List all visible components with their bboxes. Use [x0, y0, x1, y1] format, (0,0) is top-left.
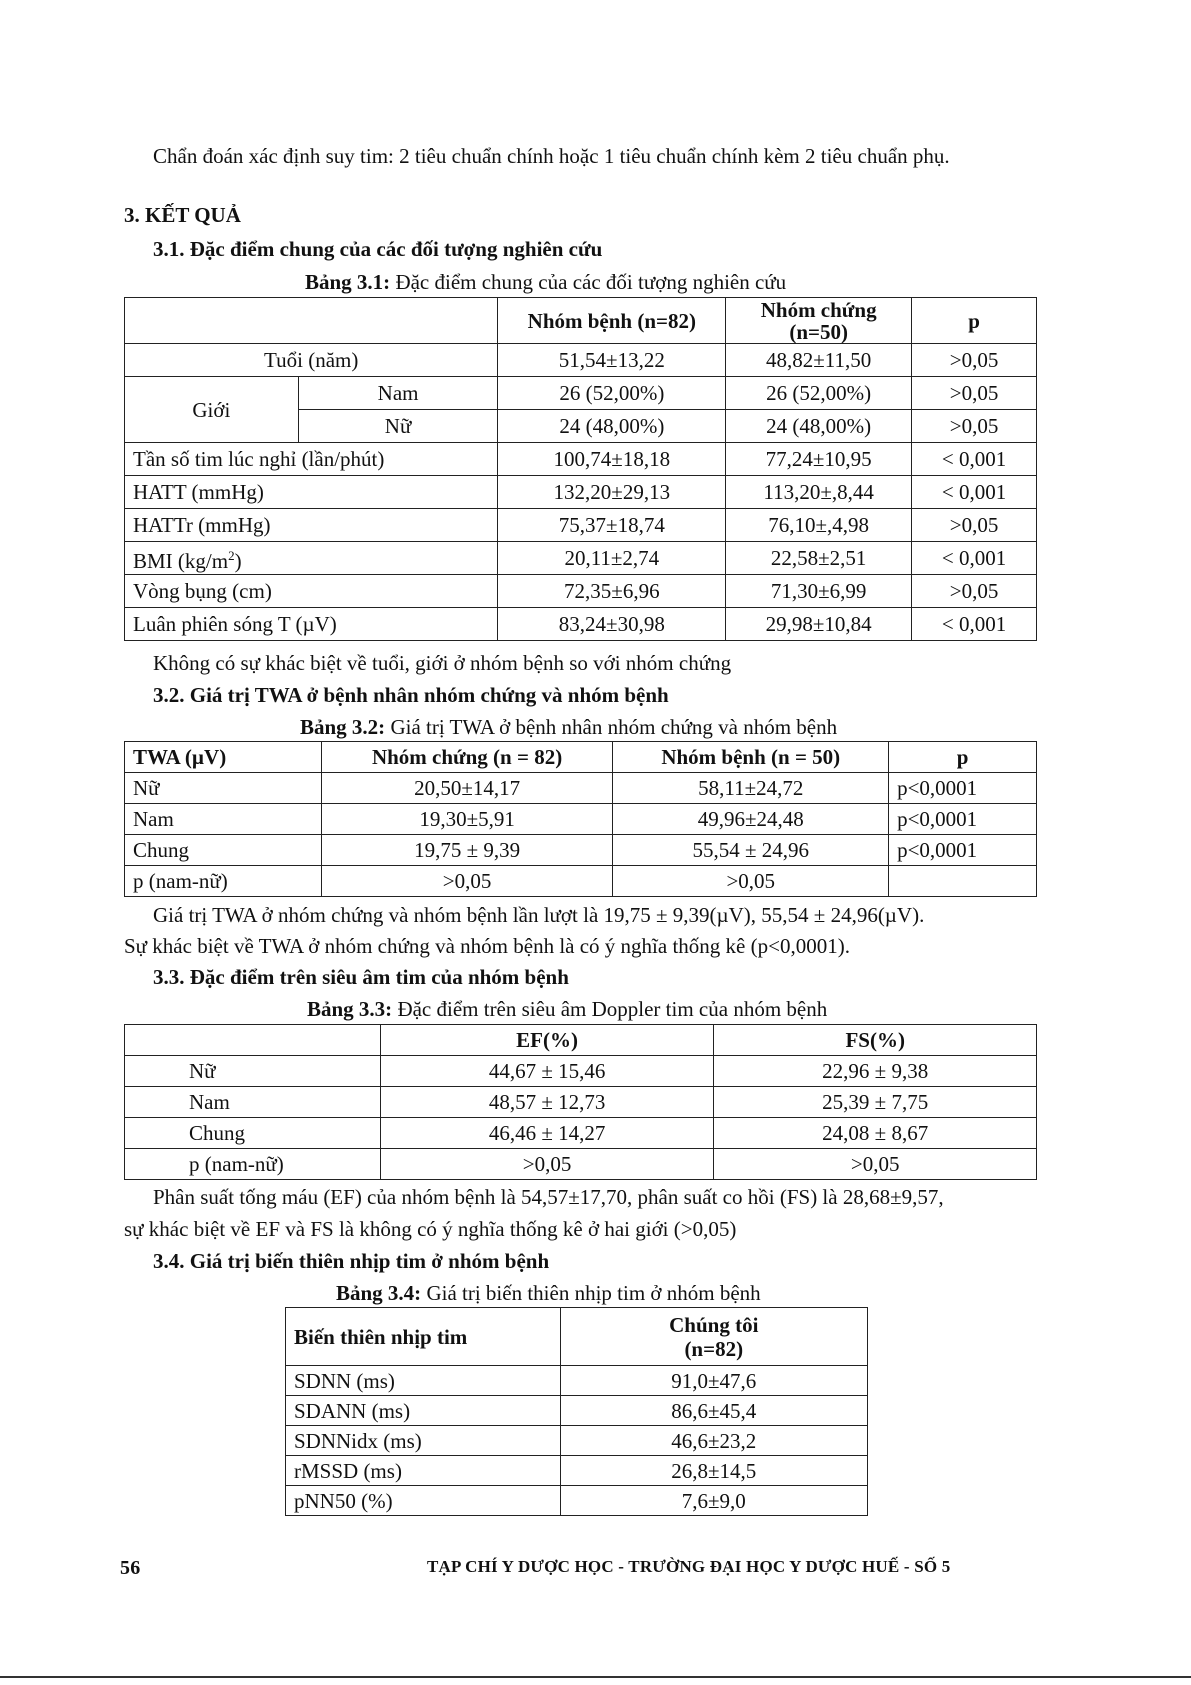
- header-cell: EF(%): [380, 1025, 714, 1056]
- table-row: [125, 835, 1037, 866]
- table-3-2: [124, 741, 1037, 897]
- table-cell: 100,74±18,18: [498, 443, 726, 476]
- table-cell: [889, 866, 1037, 897]
- table-row: [125, 344, 1037, 377]
- table-row: [125, 476, 1037, 509]
- journal-title: TẠP CHÍ Y DƯỢC HỌC - TRƯỜNG ĐẠI HỌC Y DƯỢC HUẾ - SỐ 5: [427, 1557, 951, 1576]
- table-cell: 48,57 ± 12,73: [380, 1087, 714, 1118]
- row-label: rMSSD (ms): [286, 1456, 561, 1486]
- row-label: Luân phiên sóng T (µV): [125, 608, 498, 641]
- row-label: SDANN (ms): [286, 1396, 561, 1426]
- table-cell: 24 (48,00%): [726, 410, 912, 443]
- row-label: pNN50 (%): [286, 1486, 561, 1516]
- table-cell: 22,96 ± 9,38: [714, 1056, 1037, 1087]
- table-cell: 24 (48,00%): [498, 410, 726, 443]
- table-row: [286, 1396, 868, 1426]
- table-cell: < 0,001: [912, 443, 1037, 476]
- row-label: SDNNidx (ms): [286, 1426, 561, 1456]
- table-cell: >0,05: [912, 410, 1037, 443]
- table-cell: 46,46 ± 14,27: [380, 1118, 714, 1149]
- bmi-label-close: ): [234, 548, 242, 573]
- row-label: Tuổi (năm): [125, 344, 498, 377]
- table-cell: 25,39 ± 7,75: [714, 1087, 1037, 1118]
- subsection-heading-3-4: 3.4. Giá trị biến thiên nhịp tim ở nhóm bệnh: [153, 1249, 550, 1273]
- table-cell: >0,05: [714, 1149, 1037, 1180]
- table-cell: 26,8±14,5: [560, 1456, 867, 1486]
- table-cell: < 0,001: [912, 476, 1037, 509]
- header-cell: FS(%): [714, 1025, 1037, 1056]
- table-cell: 19,30±5,91: [321, 804, 613, 835]
- header-line: (n=82): [684, 1336, 744, 1361]
- table-cell: 20,50±14,17: [321, 773, 613, 804]
- subsection-heading-3-3: 3.3. Đặc điểm trên siêu âm tim của nhóm bệnh: [153, 965, 569, 989]
- row-label: Chung: [125, 835, 322, 866]
- table-header-row: [125, 298, 1037, 344]
- row-label: p (nam-nữ): [125, 1149, 381, 1180]
- row-label: HATT (mmHg): [125, 476, 498, 509]
- row-label: Giới: [125, 377, 299, 443]
- header-cell: [560, 1308, 867, 1366]
- table-cell: >0,05: [321, 866, 613, 897]
- paragraph-twa-values: Giá trị TWA ở nhóm chứng và nhóm bệnh lần lượt là 19,75 ± 9,39(µV), 55,54 ± 24,96(µV).: [153, 903, 925, 927]
- page-bottom-rule: [0, 1676, 1191, 1678]
- header-cell-p: p: [912, 298, 1037, 344]
- table-cell: >0,05: [912, 377, 1037, 410]
- header-cell: Nhóm chứng (n = 82): [321, 742, 613, 773]
- table-cell: 7,6±9,0: [560, 1486, 867, 1516]
- table-row: [125, 866, 1037, 897]
- table-row: [125, 1056, 1037, 1087]
- caption-label: Bảng 3.2:: [300, 715, 386, 739]
- row-label: Nữ: [125, 773, 322, 804]
- row-label: Nam: [125, 1087, 381, 1118]
- row-label: SDNN (ms): [286, 1366, 561, 1396]
- table-cell: 75,37±18,74: [498, 509, 726, 542]
- table-cell: 29,98±10,84: [726, 608, 912, 641]
- row-label: Nam: [125, 804, 322, 835]
- table-row: [125, 542, 1037, 575]
- table-cell: 76,10±,4,98: [726, 509, 912, 542]
- table-cell: >0,05: [912, 509, 1037, 542]
- table-cell: 72,35±6,96: [498, 575, 726, 608]
- table-cell: 49,96±24,48: [613, 804, 889, 835]
- table-cell: 24,08 ± 8,67: [714, 1118, 1037, 1149]
- table-cell: 44,67 ± 15,46: [380, 1056, 714, 1087]
- table-cell: 48,82±11,50: [726, 344, 912, 377]
- header-cell: Biến thiên nhịp tim: [286, 1308, 561, 1366]
- table-cell: 51,54±13,22: [498, 344, 726, 377]
- table-row: [125, 575, 1037, 608]
- table-cell: 71,30±6,99: [726, 575, 912, 608]
- row-sublabel: Nữ: [298, 410, 498, 443]
- table-cell: 58,11±24,72: [613, 773, 889, 804]
- header-cell-patient-group: Nhóm bệnh (n=82): [498, 298, 726, 344]
- table-row: [125, 608, 1037, 641]
- table-cell: 83,24±30,98: [498, 608, 726, 641]
- caption-text: Đặc điểm trên siêu âm Doppler tim của nhóm bệnh: [392, 997, 828, 1021]
- table-caption-3-4: [336, 1280, 761, 1306]
- table-row: [286, 1486, 868, 1516]
- table-cell: >0,05: [380, 1149, 714, 1180]
- header-line: Chúng tôi: [669, 1312, 759, 1337]
- table-cell: 132,20±29,13: [498, 476, 726, 509]
- row-label: p (nam-nữ): [125, 866, 322, 897]
- table-cell: p<0,0001: [889, 835, 1037, 866]
- table-row: [125, 1149, 1037, 1180]
- table-cell: 86,6±45,4: [560, 1396, 867, 1426]
- header-cell-empty: [125, 298, 498, 344]
- row-label: [125, 542, 498, 575]
- table-row: [286, 1426, 868, 1456]
- table-cell: 55,54 ± 24,96: [613, 835, 889, 866]
- table-cell: p<0,0001: [889, 804, 1037, 835]
- table-row: [125, 804, 1037, 835]
- table-cell: < 0,001: [912, 542, 1037, 575]
- paragraph-ef-fs-significance: sự khác biệt về EF và FS là không có ý nghĩa thống kê ở hai giới (>0,05): [124, 1217, 737, 1241]
- table-row: [125, 773, 1037, 804]
- table-cell: >0,05: [912, 344, 1037, 377]
- table-caption-3-1: [305, 269, 786, 295]
- table-row: [125, 509, 1037, 542]
- header-cell: p: [889, 742, 1037, 773]
- paragraph-ef-fs: Phân suất tống máu (EF) của nhóm bệnh là 54,57±17,70, phân suất co hồi (FS) là 28,68±9,57,: [153, 1185, 944, 1209]
- row-label: Vòng bụng (cm): [125, 575, 498, 608]
- page-number: 56: [120, 1557, 141, 1579]
- bmi-label: BMI (kg/m: [133, 548, 229, 573]
- subsection-heading-3-1: 3.1. Đặc điểm chung của các đối tượng nghiên cứu: [153, 237, 603, 261]
- table-cell: 26 (52,00%): [726, 377, 912, 410]
- table-header-row: [125, 1025, 1037, 1056]
- table-cell: 20,11±2,74: [498, 542, 726, 575]
- subsection-heading-3-2: 3.2. Giá trị TWA ở bệnh nhân nhóm chứng và nhóm bệnh: [153, 683, 669, 707]
- header-cell: Nhóm bệnh (n = 50): [613, 742, 889, 773]
- table-cell: 19,75 ± 9,39: [321, 835, 613, 866]
- table-cell: 91,0±47,6: [560, 1366, 867, 1396]
- caption-label: Bảng 3.4:: [336, 1281, 422, 1305]
- table-row: [286, 1366, 868, 1396]
- table-3-3: [124, 1024, 1037, 1180]
- table-caption-3-3: [307, 996, 827, 1022]
- table-header-row: [125, 742, 1037, 773]
- table-3-4: [285, 1307, 868, 1516]
- table-caption-3-2: [300, 714, 837, 740]
- intro-paragraph: Chẩn đoán xác định suy tim: 2 tiêu chuẩn chính hoặc 1 tiêu chuẩn chính kèm 2 tiêu chuẩn phụ.: [153, 144, 950, 168]
- table-row: [125, 1118, 1037, 1149]
- table-row: [125, 1087, 1037, 1118]
- row-label: Nữ: [125, 1056, 381, 1087]
- table-cell: 26 (52,00%): [498, 377, 726, 410]
- table-cell: >0,05: [613, 866, 889, 897]
- table-row: [125, 377, 1037, 410]
- paragraph-twa-significance: Sự khác biệt về TWA ở nhóm chứng và nhóm bệnh là có ý nghĩa thống kê (p<0,0001).: [124, 934, 850, 958]
- bmi-superscript: 2: [228, 547, 235, 563]
- table-note-3-1: Không có sự khác biệt về tuổi, giới ở nhóm bệnh so với nhóm chứng: [153, 651, 732, 675]
- table-cell: 113,20±,8,44: [726, 476, 912, 509]
- table-row: [286, 1456, 868, 1486]
- table-cell: 77,24±10,95: [726, 443, 912, 476]
- section-heading-results: 3. KẾT QUẢ: [124, 203, 241, 227]
- caption-text: Giá trị TWA ở bệnh nhân nhóm chứng và nhóm bệnh: [385, 715, 838, 739]
- table-3-1: [124, 297, 1037, 641]
- table-header-row: [286, 1308, 868, 1366]
- caption-label: Bảng 3.1:: [305, 270, 391, 294]
- table-cell: < 0,001: [912, 608, 1037, 641]
- header-cell-empty: [125, 1025, 381, 1056]
- header-cell: TWA (µV): [125, 742, 322, 773]
- row-label: Chung: [125, 1118, 381, 1149]
- table-cell: >0,05: [912, 575, 1037, 608]
- row-label: HATTr (mmHg): [125, 509, 498, 542]
- table-cell: p<0,0001: [889, 773, 1037, 804]
- caption-label: Bảng 3.3:: [307, 997, 393, 1021]
- caption-text: Đặc điểm chung của các đối tượng nghiên cứu: [390, 270, 787, 294]
- caption-text: Giá trị biến thiên nhịp tim ở nhóm bệnh: [421, 1281, 761, 1305]
- row-sublabel: Nam: [298, 377, 498, 410]
- table-cell: 22,58±2,51: [726, 542, 912, 575]
- header-cell-control-group: Nhóm chứng (n=50): [726, 298, 912, 344]
- row-label: Tần số tim lúc nghỉ (lần/phút): [125, 443, 498, 476]
- table-cell: 46,6±23,2: [560, 1426, 867, 1456]
- table-row: [125, 443, 1037, 476]
